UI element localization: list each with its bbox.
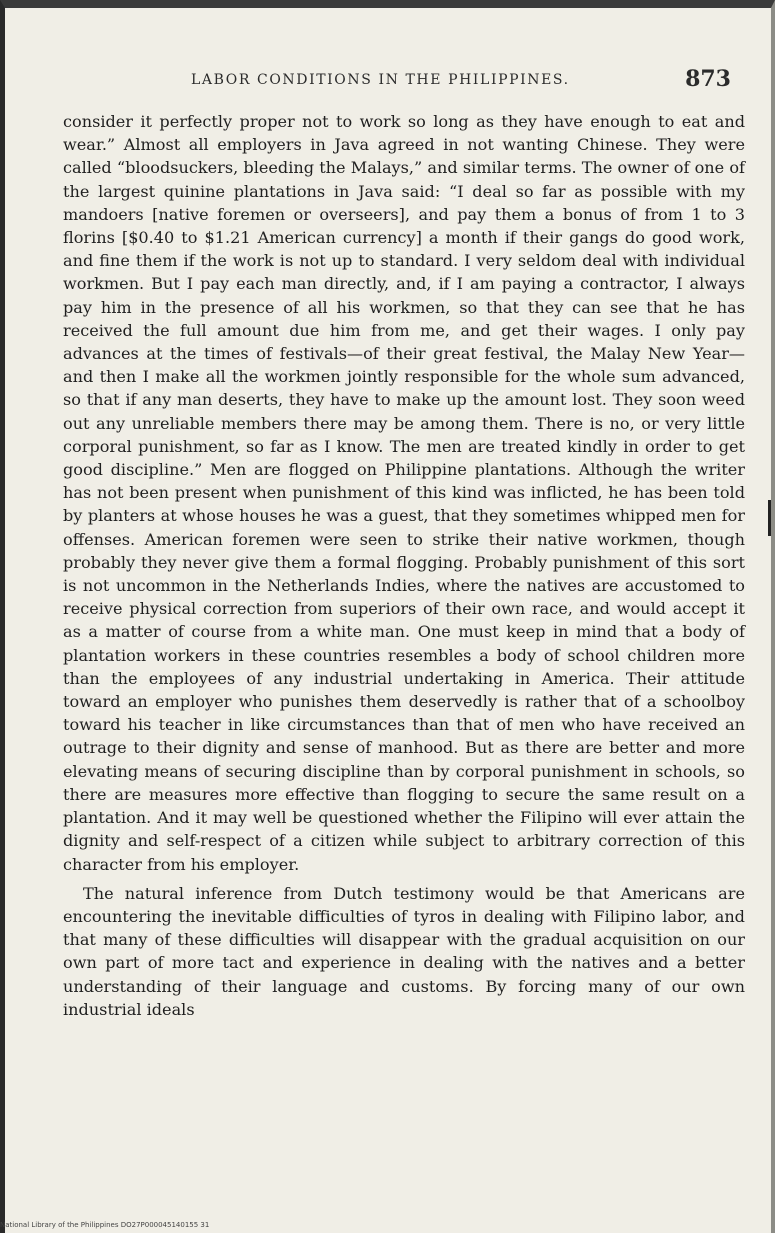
archive-footer: National Library of the Philippines DO27P000045140155 31 <box>0 1221 210 1229</box>
paragraph: consider it perfectly proper not to work so long as they have enough to eat and wear.” Almost all employers in Java agreed in not wanting Chinese. They were called “bloodsuckers, bleeding the Malays,” and similar terms. The owner of one of the largest quinine plantations in Java said: “I deal so far as possible with my mandoers [native foremen or overseers], and pay them a bonus of from 1 to 3 florins [$0.40 to $1.21 American currency] a month if their gangs do good work, and fine them if the work is not up to standard. I very seldom deal with individual workmen. But I pay each man directly, and, if I am paying a contractor, I always pay him in the presence of all his workmen, so that they can see that he has received the full amount due him from me, and get their wages. I only pay advances at the times of festivals—of their great festival, the Malay New Year—and then I make all the workmen jointly responsible for the whole sum advanced, so that if any man deserts, they have to make up the amount lost. They soon weed out any unreliable members there may be among them. There is no, or very little corporal punishment, so far as I know. The men are treated kindly in order to get good discipline.” Men are flogged on Philippine plantations. Although the writer has not been present when punishment of this kind was inflicted, he has been told by planters at whose houses he was a guest, that they sometimes whipped men for offenses. American foremen were seen to strike their native workmen, though probably they never give them a formal flogging. Probably punishment of this sort is not uncommon in the Netherlands Indies, where the natives are accustomed to receive physical correction from superiors of their own race, and would accept it as a matter of course from a white man. One must keep in mind that a body of plantation workers in these countries resembles a body of school children more than the employees of any industrial undertaking in America. Their attitude toward an employer who punishes them deservedly is rather that of a schoolboy toward his teacher in like circumstances than that of men who have received an outrage to their dignity and sense of manhood. But as there are better and more elevating means of securing discipline than by corporal punishment in schools, so there are measures more effective than flogging to secure the same result on a plantation. And it may well be questioned whether the Filipino will ever attain the dignity and self-respect of a citizen while subject to arbitrary correction of this character from his employer. <box>63 112 745 874</box>
page-header <box>65 66 731 96</box>
page-edge-mark <box>768 500 771 536</box>
body-text <box>63 110 745 1021</box>
paragraph: The natural inference from Dutch testimony would be that Americans are encountering the inevitable difficulties of tyros in dealing with Filipino labor, and that many of these difficulties will disappear with the gradual acquisition on our own part of more tact and experience in dealing with the natives and a better understanding of their language and customs. By forcing many of our own industrial ideals <box>63 883 745 1019</box>
page-number: 873 <box>685 66 731 92</box>
running-head: LABOR CONDITIONS IN THE PHILIPPINES. <box>191 72 570 88</box>
